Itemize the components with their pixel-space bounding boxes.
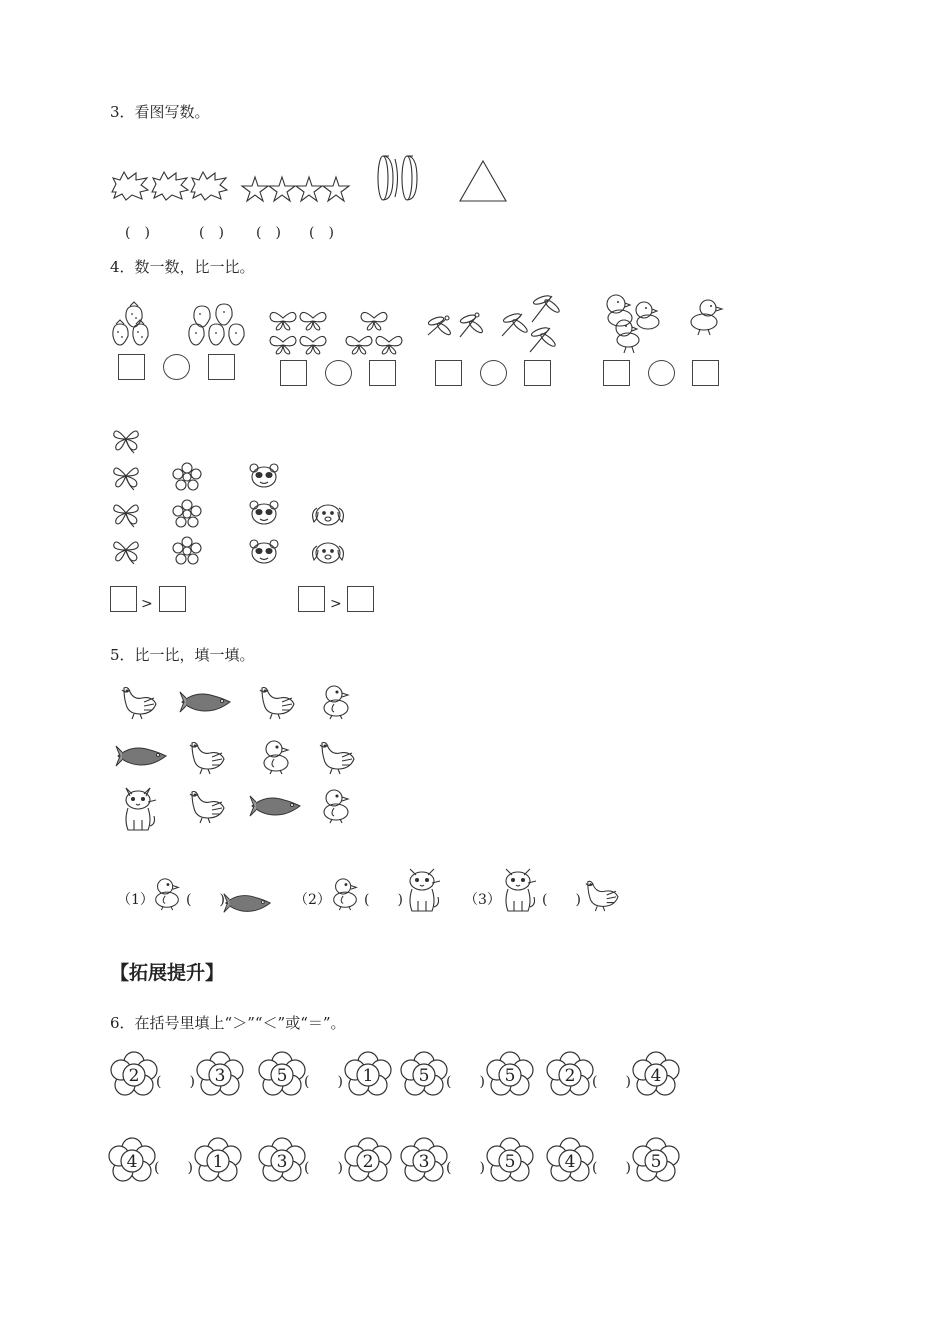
flower-number: 5: [650, 1152, 662, 1172]
panda-icon: [248, 499, 280, 527]
cat-icon: [120, 784, 158, 832]
number-flower-icon: [486, 1052, 534, 1098]
compare-box[interactable]: [369, 360, 396, 386]
star-icon: [241, 176, 269, 202]
dog-icon: [310, 540, 346, 566]
compare-answer-2[interactable]: ( ): [304, 1074, 343, 1090]
chick-icon: [328, 876, 362, 912]
flower-number: 3: [418, 1152, 430, 1172]
flower-icon: [172, 536, 202, 566]
flower-number: 3: [214, 1066, 226, 1086]
greater-than-sign: >: [330, 596, 342, 612]
compare-answer-5[interactable]: ( ): [154, 1160, 193, 1176]
compare-answer-7[interactable]: ( ): [446, 1160, 485, 1176]
number-flower-icon: [194, 1138, 242, 1184]
flower-number: 5: [276, 1066, 288, 1086]
clover-icon: [110, 499, 142, 529]
fish-icon: [180, 688, 232, 716]
q5-answer-3[interactable]: ( ): [542, 892, 581, 908]
star-icon: [268, 176, 296, 202]
chick-icon: [150, 876, 184, 912]
q3-title: 3．看图写数。: [110, 103, 210, 121]
hen-icon: [186, 739, 226, 775]
clover-icon: [110, 425, 142, 455]
compare-answer-4[interactable]: ( ): [592, 1074, 631, 1090]
dragonfly-icon: [500, 292, 566, 354]
flower-number: 3: [276, 1152, 288, 1172]
q5-answer-1[interactable]: ( ): [186, 892, 225, 908]
flower-number: 5: [504, 1066, 516, 1086]
flower-number: 4: [126, 1152, 138, 1172]
flower-icon: [172, 462, 202, 492]
flower-icon: [172, 499, 202, 529]
hen-icon: [582, 878, 620, 912]
burst-icon: [150, 170, 190, 202]
compare-box[interactable]: [118, 354, 145, 380]
number-flower-icon: [400, 1138, 448, 1184]
dog-icon: [310, 502, 346, 528]
cat-icon: [500, 864, 538, 914]
compare-circle[interactable]: [480, 360, 507, 386]
q4-title: 4．数一数，比一比。: [110, 258, 255, 276]
flower-number: 4: [650, 1066, 662, 1086]
compare-circle[interactable]: [325, 360, 352, 386]
flower-number: 1: [362, 1066, 374, 1086]
compare-answer-1[interactable]: ( ): [156, 1074, 195, 1090]
strawberry-icon: [112, 300, 162, 346]
flower-number: 2: [128, 1066, 140, 1086]
burst-icon: [110, 170, 150, 202]
dragonfly-icon: [424, 305, 488, 341]
q3-answer-2[interactable]: ( ): [199, 225, 224, 241]
compare-box[interactable]: [435, 360, 462, 386]
hen-icon: [316, 739, 356, 775]
fish-icon: [250, 792, 302, 820]
panda-icon: [248, 538, 280, 566]
flower-number: 5: [418, 1066, 430, 1086]
q5-label-2: （2）: [294, 892, 331, 908]
number-flower-icon: [344, 1138, 392, 1184]
chick-icon: [258, 739, 294, 775]
fish-icon: [116, 742, 168, 770]
butterfly-icon: [346, 308, 404, 354]
answer-box[interactable]: [347, 586, 374, 612]
cat-icon: [404, 864, 442, 914]
burst-icon: [189, 170, 229, 202]
number-flower-icon: [632, 1052, 680, 1098]
hen-icon: [186, 788, 226, 824]
flower-number: 2: [564, 1066, 576, 1086]
strawberry-icon: [188, 300, 250, 346]
chick-icon: [598, 290, 664, 354]
number-flower-icon: [546, 1052, 594, 1098]
chick-icon: [318, 684, 354, 720]
q3-answer-3[interactable]: ( ): [256, 225, 281, 241]
number-flower-icon: [108, 1138, 156, 1184]
hen-icon: [118, 684, 158, 720]
q6-title: 6．在括号里填上“＞”“＜”或“＝”。: [110, 1014, 346, 1032]
compare-circle[interactable]: [163, 354, 190, 380]
greater-than-sign: >: [141, 596, 153, 612]
answer-box[interactable]: [110, 586, 137, 612]
clover-icon: [110, 462, 142, 492]
answer-box[interactable]: [298, 586, 325, 612]
compare-box[interactable]: [603, 360, 630, 386]
q5-label-3: （3）: [464, 892, 501, 908]
q5-label-1: （1）: [117, 892, 154, 908]
compare-box[interactable]: [208, 354, 235, 380]
flower-number: 1: [212, 1152, 224, 1172]
q5-answer-2[interactable]: ( ): [364, 892, 403, 908]
chick-icon: [318, 788, 354, 824]
compare-box[interactable]: [280, 360, 307, 386]
number-flower-icon: [110, 1052, 158, 1098]
q3-answer-4[interactable]: ( ): [309, 225, 334, 241]
clover-icon: [110, 536, 142, 566]
compare-answer-8[interactable]: ( ): [592, 1160, 631, 1176]
compare-box[interactable]: [692, 360, 719, 386]
number-flower-icon: [400, 1052, 448, 1098]
number-flower-icon: [196, 1052, 244, 1098]
flower-number: 4: [564, 1152, 576, 1172]
hen-icon: [256, 684, 296, 720]
q5-title: 5．比一比，填一填。: [110, 646, 255, 664]
flower-number: 2: [362, 1152, 374, 1172]
star-icon: [322, 176, 350, 202]
panda-icon: [248, 462, 280, 490]
compare-box[interactable]: [524, 360, 551, 386]
flower-number: 5: [504, 1152, 516, 1172]
star-icon: [295, 176, 323, 202]
number-flower-icon: [344, 1052, 392, 1098]
chick-icon: [686, 298, 724, 336]
number-flower-icon: [632, 1138, 680, 1184]
number-flower-icon: [486, 1138, 534, 1184]
number-flower-icon: [258, 1138, 306, 1184]
compare-answer-3[interactable]: ( ): [446, 1074, 485, 1090]
compare-circle[interactable]: [648, 360, 675, 386]
compare-answer-6[interactable]: ( ): [304, 1160, 343, 1176]
number-flower-icon: [546, 1138, 594, 1184]
cylinder-icon: [375, 153, 423, 203]
fish-icon: [222, 890, 274, 916]
answer-box[interactable]: [159, 586, 186, 612]
butterfly-icon: [268, 308, 330, 354]
q3-answer-1[interactable]: ( ): [125, 225, 150, 241]
number-flower-icon: [258, 1052, 306, 1098]
section-heading: 【拓展提升】: [110, 962, 225, 984]
triangle-icon: [457, 158, 509, 204]
